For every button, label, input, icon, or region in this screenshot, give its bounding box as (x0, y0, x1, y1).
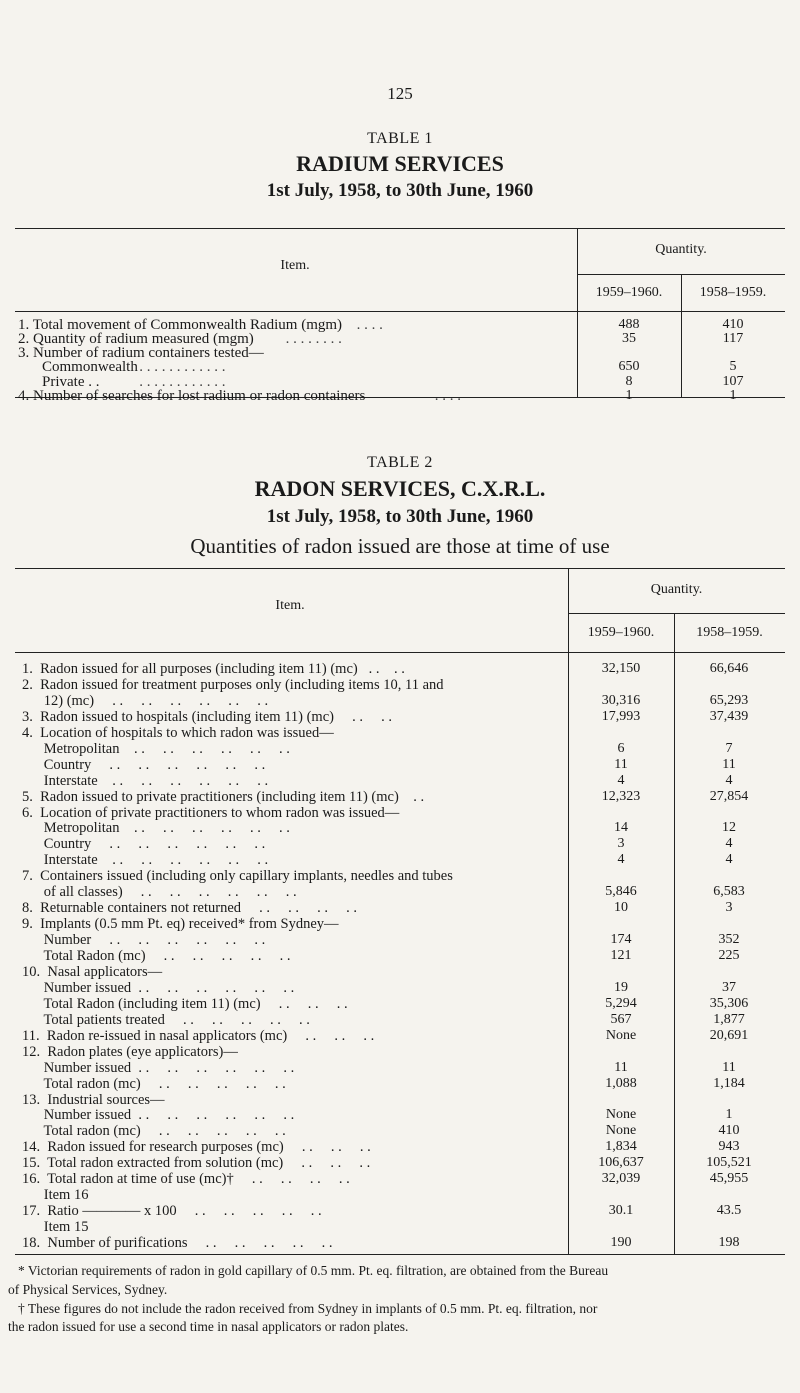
table2-value-1959-1960: 4 (617, 773, 625, 788)
table1-col-1958-1959: 1958–1959. (699, 285, 767, 300)
table2-value-1959-1960: 11 (614, 757, 628, 772)
table1-value-1958-1959: 1 (729, 388, 737, 403)
table2-value-1958-1959: 1 (725, 1107, 733, 1122)
table2-row-label: Total radon (mc) . . . . . . . . . . (22, 1123, 286, 1139)
table2-bottom-rule (15, 1254, 785, 1255)
table2-value-1958-1959: 35,306 (709, 996, 749, 1011)
table2-row-label: Total radon (mc) . . . . . . . . . . (22, 1076, 286, 1092)
table2-value-1959-1960: 32,039 (601, 1171, 641, 1186)
table2-row-label: 9. Implants (0.5 mm Pt. eq) received* from Sydney— (22, 916, 339, 932)
table2-value-1959-1960: 1,834 (605, 1139, 637, 1154)
table2-value-1958-1959: 105,521 (706, 1155, 752, 1170)
table2-value-1958-1959: 4 (725, 852, 733, 867)
table2-row-label: Interstate . . . . . . . . . . . . (22, 852, 269, 868)
table2-value-1958-1959: 6,583 (713, 884, 745, 899)
table2-row-label: 7. Containers issued (including only capillary implants, needles and tubes (22, 868, 453, 884)
table2-value-1958-1959: 352 (718, 932, 740, 947)
table2-value-1959-1960: 32,150 (601, 661, 641, 676)
table2-year-divider (674, 613, 675, 1254)
table2-row-label: 8. Returnable containers not returned . . . . . . . . (22, 900, 358, 916)
table2-item-divider (568, 568, 569, 1254)
page-number: 125 (387, 84, 413, 103)
table2-value-1959-1960: None (605, 1028, 637, 1043)
table1-period: 1st July, 1958, to 30th June, 1960 (266, 180, 534, 201)
table2-header-rule (15, 652, 785, 653)
table2-value-1958-1959: 20,691 (709, 1028, 749, 1043)
table2-value-1959-1960: 30,316 (601, 693, 641, 708)
table2-value-1958-1959: 410 (718, 1123, 740, 1138)
table2-value-1959-1960: 3 (617, 836, 625, 851)
table2-value-1958-1959: 4 (725, 836, 733, 851)
table2-row-label: 10. Nasal applicators— (22, 964, 163, 980)
table2-value-1959-1960: 17,993 (601, 709, 641, 724)
table2-value-1959-1960: 190 (610, 1235, 632, 1250)
table2-subtitle: Quantities of radon issued are those at time of use (190, 534, 610, 558)
table2-value-1958-1959: 225 (718, 948, 740, 963)
table1-row-leader: . . . . (356, 317, 383, 333)
table2-row-label: Total Radon (mc) . . . . . . . . . . (22, 948, 291, 964)
table2-row-label: Number issued . . . . . . . . . . . . (22, 980, 295, 996)
table2-label: TABLE 2 (367, 454, 433, 471)
table1-row-label: Commonwealth (42, 359, 138, 375)
table2-row-label: 12) (mc) . . . . . . . . . . . . (22, 693, 269, 709)
table2-top-rule (15, 568, 785, 569)
table1-value-1958-1959: 410 (722, 317, 744, 332)
table2-value-1958-1959: 43.5 (716, 1203, 742, 1218)
table1-value-1958-1959: 5 (729, 359, 737, 374)
table2-row-label: Total Radon (including item 11) (mc) . . . . . . (22, 996, 348, 1012)
table2-row-label: Total patients treated . . . . . . . . . . (22, 1012, 310, 1028)
table1-value-1959-1960: 8 (625, 374, 633, 389)
table1-col-quantity: Quantity. (655, 242, 707, 257)
table2-value-1959-1960: 14 (614, 820, 628, 835)
table2-value-1959-1960: None (605, 1123, 637, 1138)
table2-row-label: Interstate . . . . . . . . . . . . (22, 773, 269, 789)
table2-quantity-rule (568, 613, 785, 614)
table1-row-label: 3. Number of radium containers tested— (18, 345, 264, 361)
table2-value-1959-1960: 12,323 (601, 789, 641, 804)
footnote-line: * Victorian requirements of radon in gold capillary of 0.5 mm. Pt. eq. filtration, are obtained from the Bureau (18, 1263, 609, 1278)
table1-header-rule (15, 311, 785, 312)
table1-row-leader: . . . . (434, 388, 461, 404)
table2-value-1958-1959: 4 (725, 773, 733, 788)
table2-row-label: 5. Radon issued to private practitioners (including item 11) (mc) . . (22, 789, 425, 805)
table2-value-1958-1959: 7 (725, 741, 733, 756)
table1-value-1959-1960: 1 (625, 388, 633, 403)
table2-row-label: Item 15 (22, 1219, 89, 1235)
table2-value-1958-1959: 65,293 (709, 693, 749, 708)
table1-row-label: Private . . (42, 374, 100, 390)
table2-col-item: Item. (275, 598, 305, 613)
table1-row-leader: . . . . . . . . . . . . (139, 359, 226, 375)
table2-row-label: 1. Radon issued for all purposes (including item 11) (mc) . . . . (22, 661, 405, 677)
table2-value-1959-1960: None (605, 1107, 637, 1122)
table2-value-1958-1959: 66,646 (709, 661, 749, 676)
table2-row-label: 15. Total radon extracted from solution (mc) . . . . . . (22, 1155, 371, 1171)
table2-value-1958-1959: 11 (722, 1060, 736, 1075)
table2-row-label: Number issued . . . . . . . . . . . . (22, 1107, 295, 1123)
table1-row-leader: . . . . . . . . (285, 331, 342, 347)
table1-top-rule (15, 228, 785, 229)
table2-value-1958-1959: 27,854 (709, 789, 749, 804)
table2-value-1958-1959: 37,439 (709, 709, 749, 724)
table1-row-label: 4. Number of searches for lost radium or radon containers (18, 388, 366, 404)
table2-value-1958-1959: 45,955 (709, 1171, 749, 1186)
table2-value-1958-1959: 12 (722, 820, 736, 835)
table2-value-1958-1959: 37 (722, 980, 736, 995)
table1-row-leader: . . . . . . . . . . . . (139, 374, 226, 390)
table2-value-1959-1960: 4 (617, 852, 625, 867)
table2-row-label: 18. Number of purifications . . . . . . . . . . (22, 1235, 333, 1251)
table2-value-1959-1960: 106,637 (598, 1155, 644, 1170)
table1-value-1958-1959: 107 (722, 374, 744, 389)
table2-value-1959-1960: 6 (617, 741, 625, 756)
table2-row-label: Country . . . . . . . . . . . . (22, 836, 266, 852)
table2-row-label: Metropolitan . . . . . . . . . . . . (22, 820, 290, 836)
table2-row-label: 14. Radon issued for research purposes (mc) . . . . . . (22, 1139, 371, 1155)
table2-col-1958-1959: 1958–1959. (696, 625, 763, 640)
table2-col-quantity: Quantity. (650, 582, 703, 597)
table1-col-1959-1960: 1959–1960. (595, 285, 663, 300)
table2-period: 1st July, 1958, to 30th June, 1960 (266, 506, 534, 527)
table2-value-1959-1960: 11 (614, 1060, 628, 1075)
table2-value-1959-1960: 5,294 (605, 996, 637, 1011)
table2-value-1958-1959: 3 (725, 900, 733, 915)
table2-row-label: 3. Radon issued to hospitals (including item 11) (mc) . . . . (22, 709, 392, 725)
table1-value-1959-1960: 488 (618, 317, 640, 332)
table2-row-label: Item 16 (22, 1187, 89, 1203)
table2-title: RADON SERVICES, C.X.R.L. (254, 476, 546, 501)
table2-row-label: 16. Total radon at time of use (mc)† . . . . . . . . (22, 1171, 350, 1187)
footnote-line: of Physical Services, Sydney. (8, 1282, 168, 1297)
table2-row-label: Number issued . . . . . . . . . . . . (22, 1060, 295, 1076)
table2-row-label: 11. Radon re-issued in nasal applicators (mc) . . . . . . (22, 1028, 375, 1044)
table2-value-1959-1960: 10 (614, 900, 628, 915)
table2-row-label: 6. Location of private practitioners to whom radon was issued— (22, 805, 400, 821)
table2-value-1959-1960: 30.1 (608, 1203, 634, 1218)
table2-row-label: 2. Radon issued for treatment purposes only (including items 10, 11 and (22, 677, 444, 693)
table2-value-1959-1960: 19 (614, 980, 628, 995)
table2-row-label: Number . . . . . . . . . . . . (22, 932, 266, 948)
table2-row-label: 12. Radon plates (eye applicators)— (22, 1044, 238, 1060)
table2-value-1959-1960: 5,846 (605, 884, 637, 899)
table2-row-label: Country . . . . . . . . . . . . (22, 757, 266, 773)
table2-value-1958-1959: 11 (722, 757, 736, 772)
table2-value-1959-1960: 121 (610, 948, 632, 963)
table2-value-1959-1960: 1,088 (605, 1076, 637, 1091)
table2-value-1959-1960: 174 (610, 932, 632, 947)
table1-label: TABLE 1 (367, 130, 433, 147)
table2-row-label: of all classes) . . . . . . . . . . . . (22, 884, 297, 900)
footnote-line: the radon issued for use a second time in nasal applicators or radon plates. (8, 1319, 409, 1334)
table2-value-1959-1960: 567 (610, 1012, 632, 1027)
table2-col-1959-1960: 1959–1960. (587, 625, 655, 640)
table1-value-1958-1959: 117 (722, 331, 744, 346)
footnote-line: † These figures do not include the radon received from Sydney in implants of 0.5 mm. Pt. eq. filtration, nor (18, 1301, 598, 1316)
table2-value-1958-1959: 1,184 (713, 1076, 745, 1091)
table2-value-1958-1959: 1,877 (713, 1012, 745, 1027)
table1-row-label: 1. Total movement of Commonwealth Radium (mgm) (18, 317, 343, 333)
table2-value-1958-1959: 198 (718, 1235, 740, 1250)
table2-row-label: 4. Location of hospitals to which radon was issued— (22, 725, 334, 741)
table1-value-1959-1960: 35 (622, 331, 636, 346)
table1-title: RADIUM SERVICES (296, 151, 504, 176)
table1-col-item: Item. (280, 258, 310, 273)
table2-row-label: 17. Ratio ———— x 100 . . . . . . . . . . (22, 1203, 322, 1219)
table2-value-1958-1959: 943 (718, 1139, 740, 1154)
table1-row-label: 2. Quantity of radium measured (mgm) (18, 331, 254, 347)
table1-value-1959-1960: 650 (618, 359, 640, 374)
table2-row-label: Metropolitan . . . . . . . . . . . . (22, 741, 290, 757)
table2-row-label: 13. Industrial sources— (22, 1092, 165, 1108)
